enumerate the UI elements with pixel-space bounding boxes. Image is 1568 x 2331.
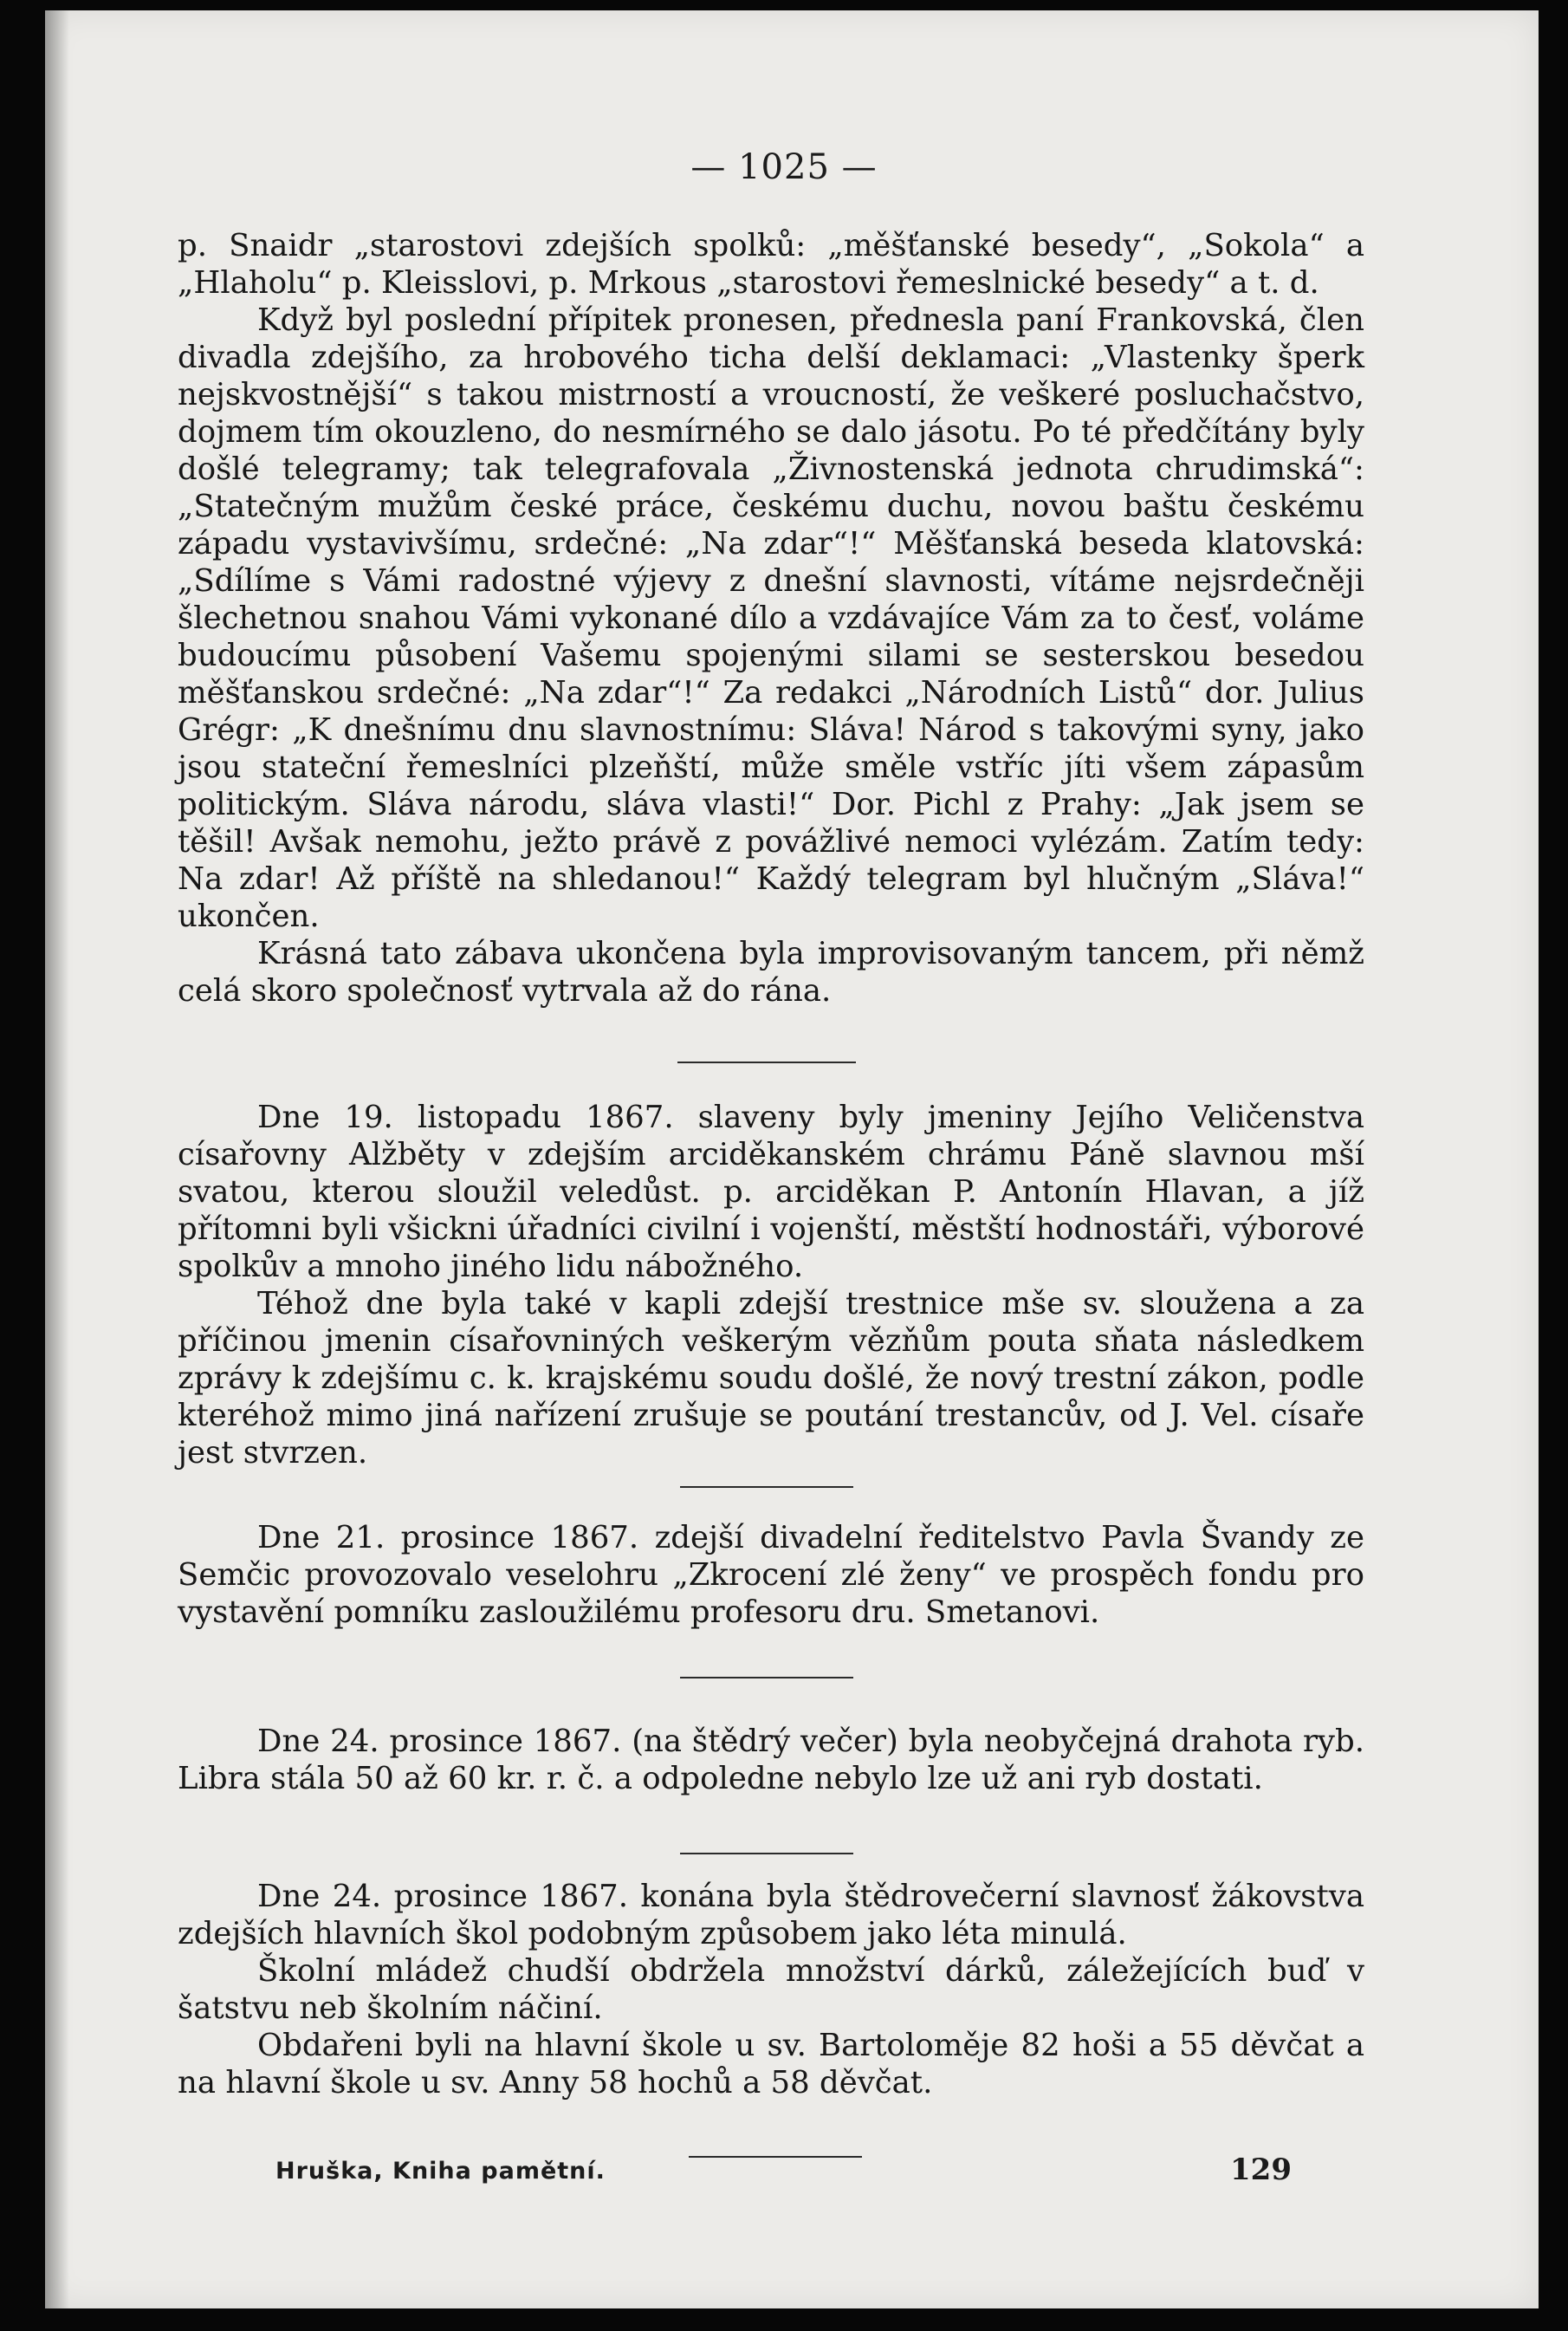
section-divider [680, 1677, 853, 1678]
section-divider [689, 2156, 862, 2158]
paragraph-gifts: Školní mládež chudší obdržela množství dárků, záležejících buď v šatstvu neb školním náčiní. [178, 1953, 1364, 2026]
section-divider [680, 1486, 853, 1488]
paragraph-christmas-celebration: Dne 24. prosince 1867. konána byla štědrovečerní slavnosť žákovstva zdejších hlavních škol podobným způsobem jako léta minulá. [178, 1879, 1364, 1951]
chronicle-section-2 [178, 1099, 1364, 1471]
page-edge-shadow [45, 10, 69, 2308]
section-divider [680, 1853, 853, 1854]
chronicle-section-3 [178, 1519, 1364, 1631]
footer-book-title: Hruška, Kniha pamětní. [275, 2158, 606, 2185]
chronicle-section-5 [178, 1878, 1364, 2101]
footer-signature: 129 [1230, 2152, 1292, 2187]
page-number: — 1025 — [690, 147, 878, 187]
chronicle-section-1 [178, 227, 1364, 1010]
paragraph-fish-prices: Dne 24. prosince 1867. (na štědrý večer) byla neobyčejná drahota ryb. Libra stála 50 až 60 kr. r. č. a odpoledne nebylo lze už ani ryb dostati. [178, 1724, 1364, 1796]
paragraph-prison-mass: Téhož dne byla také v kapli zdejší trestnice mše sv. sloužena a za příčinou jmenin císařovniných veškerým vězňům pouta sňata následkem zprávy k zdejšímu c. k. krajskému soudu došlé, že nový trestní zákon, podle kteréhož mimo jiná nařízení zrušuje se poutání trestancův, od J. Vel. císaře jest stvrzen. [178, 1286, 1364, 1471]
paragraph-gift-counts: Obdařeni byli na hlavní škole u sv. Bartoloměje 82 hoši a 55 děvčat a na hlavní škole u sv. Anny 58 hochů a 58 děvčat. [178, 2028, 1364, 2100]
paragraph-telegrams: Když byl poslední přípitek pronesen, přednesla paní Frankovská, člen divadla zdejšího, za hrobového ticha delší deklamaci: „Vlastenky šperk nejskvostnější“ s takou mistrností a vroucností, že veškeré posluchačstvo, dojmem tím okouzleno, do nesmírného se dalo jásotu. Po té předčítány byly došlé telegramy; tak telegrafovala „Živnostenská jednota chrudimská“: „Statečným mužům české práce, českému duchu, novou baštu českému západu vystavivšímu, srdečné: „Na zdar“!“ Měšťanská beseda klatovská: „Sdílíme s Vámi radostné výjevy z dnešní slavnosti, vítáme nejsrdečněji šlechetnou snahou Vámi vykonané dílo a vzdávajíce Vám za to česť, voláme budoucímu působení Vašemu spojenými silami se sesterskou besedou měšťanskou srdečné: „Na zdar“!“ Za redakci „Národních Listů“ dor. Julius Grégr: „K dnešnímu dnu slavnostnímu: Sláva! Národ s takovými syny, jako jsou stateční řemeslníci plzeňští, může směle vstříc jíti všem zápasům politickým. Sláva národu, sláva vlasti!“ Dor. Pichl z Prahy: „Jak jsem se těšil! Avšak nemohu, ježto právě z povážlivé nemoci vylézám. Zatím tedy: Na zdar! Až příště na shledanou!“ Každý telegram byl hlučným „Sláva!“ ukončen. [178, 302, 1364, 934]
paragraph-dance: Krásná tato zábava ukončena byla improvisovaným tancem, při němž celá skoro společnosť vytrvala až do rána. [178, 936, 1364, 1009]
chronicle-section-4 [178, 1723, 1364, 1797]
paragraph-toasts: p. Snaidr „starostovi zdejších spolků: „měšťanské besedy“, „Sokola“ a „Hlaholu“ p. Kleisslovi, p. Mrkous „starostovi řemeslnické besedy“ a t. d. [178, 228, 1364, 301]
paragraph-empress-nameday: Dne 19. listopadu 1867. slaveny byly jmeniny Jejího Veličenstva císařovny Alžběty v zdejším arciděkanském chrámu Páně slavnou mší svatou, kterou sloužil veledůst. p. arciděkan P. Antonín Hlavan, a jíž přítomni byli všickni úřadníci civilní i vojenští, městští hodnostáři, výborové spolkův a mnoho jiného lidu nábožného. [178, 1100, 1364, 1284]
paragraph-theatre: Dne 21. prosince 1867. zdejší divadelní ředitelstvo Pavla Švandy ze Semčic provozovalo veselohru „Zkrocení zlé ženy“ ve prospěch fondu pro vystavění pomníku zasloužilému profesoru dru. Smetanovi. [178, 1520, 1364, 1630]
section-divider [677, 1062, 856, 1063]
